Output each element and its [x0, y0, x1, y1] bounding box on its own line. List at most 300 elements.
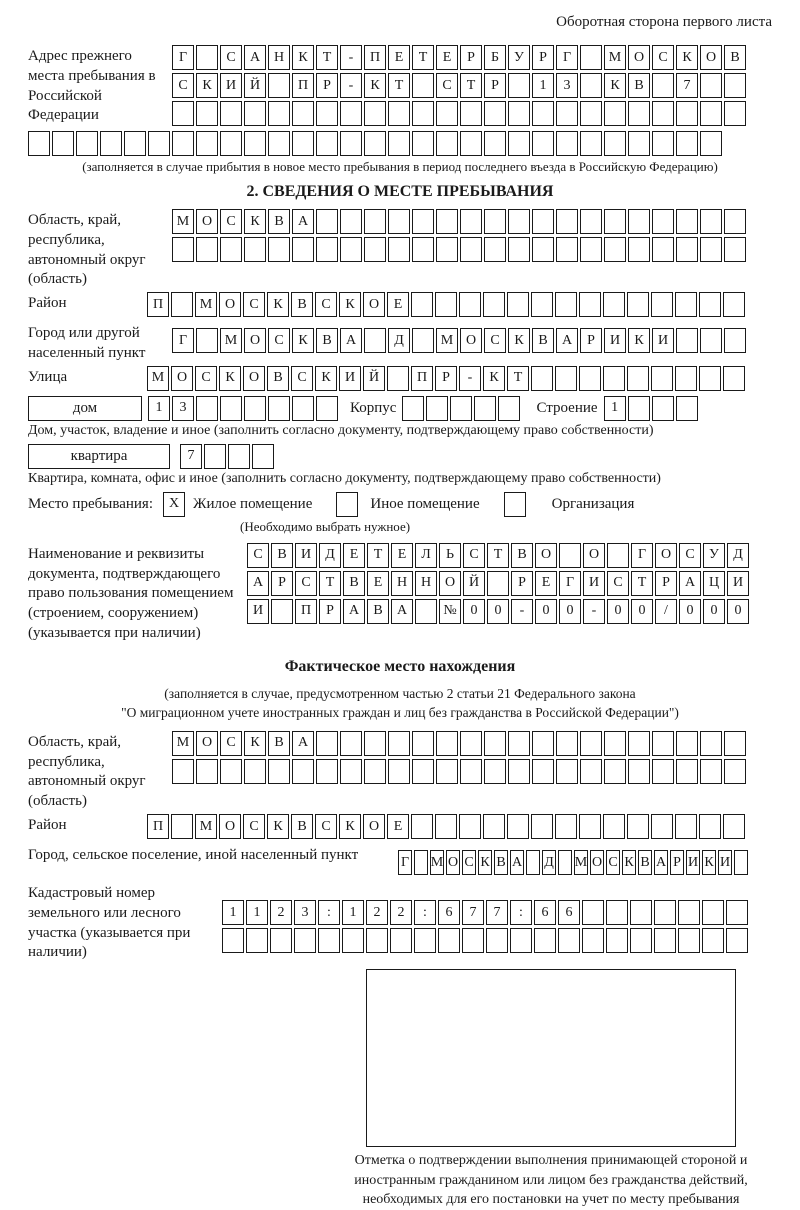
char-cell[interactable]	[244, 759, 266, 784]
char-cell[interactable]	[292, 101, 314, 126]
char-cell[interactable]: Р	[319, 599, 341, 624]
char-cell[interactable]	[412, 131, 434, 156]
char-cell[interactable]	[654, 928, 676, 953]
char-cell[interactable]: 2	[366, 900, 388, 925]
checkbox-other-premises[interactable]	[336, 492, 358, 517]
char-cell[interactable]: О	[655, 543, 677, 568]
char-cell[interactable]	[678, 928, 700, 953]
char-cell[interactable]: К	[339, 814, 361, 839]
char-cell[interactable]: Р	[316, 73, 338, 98]
char-cell[interactable]	[726, 900, 748, 925]
char-cell[interactable]: Ц	[703, 571, 725, 596]
char-cell[interactable]	[436, 101, 458, 126]
char-cell[interactable]	[244, 131, 266, 156]
char-cell[interactable]: К	[267, 292, 289, 317]
char-cell[interactable]	[364, 328, 386, 353]
char-cell[interactable]	[531, 292, 553, 317]
char-cell[interactable]	[534, 928, 556, 953]
char-cell[interactable]	[652, 396, 674, 421]
char-cell[interactable]	[532, 731, 554, 756]
char-cell[interactable]: О	[196, 731, 218, 756]
char-cell[interactable]	[724, 237, 746, 262]
char-cell[interactable]	[723, 366, 745, 391]
char-cell[interactable]: О	[244, 328, 266, 353]
char-cell[interactable]	[228, 444, 250, 469]
char-cell[interactable]	[340, 209, 362, 234]
char-cell[interactable]	[603, 814, 625, 839]
char-cell[interactable]: С	[172, 73, 194, 98]
char-cell[interactable]: В	[628, 73, 650, 98]
char-cell[interactable]	[508, 101, 530, 126]
char-cell[interactable]: :	[414, 900, 436, 925]
char-cell[interactable]: М	[604, 45, 626, 70]
char-cell[interactable]	[603, 292, 625, 317]
char-cell[interactable]	[340, 101, 362, 126]
char-cell[interactable]	[340, 731, 362, 756]
char-cell[interactable]	[675, 366, 697, 391]
char-cell[interactable]	[699, 814, 721, 839]
char-cell[interactable]	[246, 928, 268, 953]
char-cell[interactable]	[148, 131, 170, 156]
char-cell[interactable]	[28, 131, 50, 156]
char-cell[interactable]	[582, 900, 604, 925]
char-cell[interactable]	[318, 928, 340, 953]
char-cell[interactable]	[435, 814, 457, 839]
char-cell[interactable]: 2	[390, 900, 412, 925]
char-cell[interactable]: А	[654, 850, 668, 875]
char-cell[interactable]	[531, 366, 553, 391]
char-cell[interactable]	[292, 759, 314, 784]
char-cell[interactable]: О	[460, 328, 482, 353]
char-cell[interactable]	[171, 814, 193, 839]
char-cell[interactable]: 1	[222, 900, 244, 925]
char-cell[interactable]: Р	[435, 366, 457, 391]
char-cell[interactable]: М	[147, 366, 169, 391]
char-cell[interactable]: -	[459, 366, 481, 391]
char-cell[interactable]	[630, 900, 652, 925]
char-cell[interactable]	[364, 209, 386, 234]
char-cell[interactable]: С	[679, 543, 701, 568]
char-cell[interactable]	[292, 131, 314, 156]
char-cell[interactable]	[556, 101, 578, 126]
char-cell[interactable]	[124, 131, 146, 156]
char-cell[interactable]	[675, 292, 697, 317]
char-cell[interactable]: У	[703, 543, 725, 568]
char-cell[interactable]: 3	[556, 73, 578, 98]
char-cell[interactable]	[723, 814, 745, 839]
char-cell[interactable]	[532, 237, 554, 262]
char-cell[interactable]: И	[295, 543, 317, 568]
char-cell[interactable]	[676, 731, 698, 756]
char-cell[interactable]	[268, 759, 290, 784]
char-cell[interactable]	[364, 731, 386, 756]
char-cell[interactable]	[628, 101, 650, 126]
char-cell[interactable]: Е	[391, 543, 413, 568]
char-cell[interactable]	[580, 759, 602, 784]
char-cell[interactable]: 0	[727, 599, 749, 624]
char-cell[interactable]: 0	[487, 599, 509, 624]
char-cell[interactable]: 3	[172, 396, 194, 421]
char-cell[interactable]: О	[700, 45, 722, 70]
char-cell[interactable]: О	[446, 850, 460, 875]
char-cell[interactable]: К	[702, 850, 716, 875]
char-cell[interactable]	[627, 366, 649, 391]
char-cell[interactable]: О	[439, 571, 461, 596]
char-cell[interactable]	[628, 209, 650, 234]
char-cell[interactable]	[196, 237, 218, 262]
char-cell[interactable]	[652, 131, 674, 156]
char-cell[interactable]	[450, 396, 472, 421]
char-cell[interactable]	[172, 237, 194, 262]
char-cell[interactable]	[411, 814, 433, 839]
char-cell[interactable]: С	[243, 292, 265, 317]
char-cell[interactable]: С	[268, 328, 290, 353]
char-cell[interactable]	[412, 759, 434, 784]
char-cell[interactable]	[724, 209, 746, 234]
char-cell[interactable]	[558, 850, 572, 875]
char-cell[interactable]	[172, 759, 194, 784]
char-cell[interactable]	[676, 131, 698, 156]
char-cell[interactable]	[196, 759, 218, 784]
char-cell[interactable]: 0	[607, 599, 629, 624]
char-cell[interactable]: У	[508, 45, 530, 70]
char-cell[interactable]: М	[195, 814, 217, 839]
char-cell[interactable]	[460, 209, 482, 234]
char-cell[interactable]: К	[244, 209, 266, 234]
char-cell[interactable]	[627, 814, 649, 839]
char-cell[interactable]: Г	[559, 571, 581, 596]
char-cell[interactable]: Т	[388, 73, 410, 98]
char-cell[interactable]: О	[583, 543, 605, 568]
char-cell[interactable]: /	[655, 599, 677, 624]
char-cell[interactable]: К	[292, 328, 314, 353]
char-cell[interactable]	[436, 237, 458, 262]
char-cell[interactable]	[292, 237, 314, 262]
char-cell[interactable]: №	[439, 599, 461, 624]
char-cell[interactable]: К	[219, 366, 241, 391]
char-cell[interactable]	[486, 928, 508, 953]
char-cell[interactable]: Н	[268, 45, 290, 70]
char-cell[interactable]	[340, 759, 362, 784]
char-cell[interactable]	[460, 759, 482, 784]
char-cell[interactable]	[559, 543, 581, 568]
char-cell[interactable]: К	[267, 814, 289, 839]
char-cell[interactable]	[555, 366, 577, 391]
char-cell[interactable]: О	[196, 209, 218, 234]
char-cell[interactable]	[526, 850, 540, 875]
char-cell[interactable]	[508, 731, 530, 756]
char-cell[interactable]: И	[247, 599, 269, 624]
char-cell[interactable]: 0	[535, 599, 557, 624]
char-cell[interactable]: А	[292, 209, 314, 234]
char-cell[interactable]	[426, 396, 448, 421]
char-cell[interactable]	[651, 814, 673, 839]
char-cell[interactable]	[654, 900, 676, 925]
char-cell[interactable]	[723, 292, 745, 317]
char-cell[interactable]: С	[315, 292, 337, 317]
char-cell[interactable]	[700, 73, 722, 98]
char-cell[interactable]	[531, 814, 553, 839]
char-cell[interactable]: П	[292, 73, 314, 98]
char-cell[interactable]	[604, 237, 626, 262]
char-cell[interactable]	[724, 328, 746, 353]
char-cell[interactable]	[652, 731, 674, 756]
char-cell[interactable]: Н	[415, 571, 437, 596]
char-cell[interactable]	[196, 328, 218, 353]
char-cell[interactable]	[675, 814, 697, 839]
char-cell[interactable]	[556, 131, 578, 156]
char-cell[interactable]: 7	[676, 73, 698, 98]
char-cell[interactable]: 3	[294, 900, 316, 925]
char-cell[interactable]	[436, 759, 458, 784]
char-cell[interactable]	[580, 73, 602, 98]
char-cell[interactable]: К	[508, 328, 530, 353]
char-cell[interactable]: В	[268, 731, 290, 756]
char-cell[interactable]: О	[171, 366, 193, 391]
char-cell[interactable]: 0	[631, 599, 653, 624]
char-cell[interactable]: С	[315, 814, 337, 839]
char-cell[interactable]: 1	[148, 396, 170, 421]
char-cell[interactable]	[414, 928, 436, 953]
char-cell[interactable]	[508, 209, 530, 234]
char-cell[interactable]: В	[532, 328, 554, 353]
char-cell[interactable]	[628, 237, 650, 262]
char-cell[interactable]	[603, 366, 625, 391]
char-cell[interactable]: Б	[484, 45, 506, 70]
char-cell[interactable]	[652, 759, 674, 784]
char-cell[interactable]	[726, 928, 748, 953]
char-cell[interactable]	[316, 101, 338, 126]
char-cell[interactable]: И	[583, 571, 605, 596]
char-cell[interactable]	[316, 396, 338, 421]
char-cell[interactable]	[700, 101, 722, 126]
char-cell[interactable]: Ь	[439, 543, 461, 568]
char-cell[interactable]: В	[367, 599, 389, 624]
char-cell[interactable]: Р	[271, 571, 293, 596]
char-cell[interactable]	[364, 101, 386, 126]
char-cell[interactable]	[532, 101, 554, 126]
char-cell[interactable]	[411, 292, 433, 317]
char-cell[interactable]	[630, 928, 652, 953]
char-cell[interactable]	[580, 101, 602, 126]
char-cell[interactable]	[412, 209, 434, 234]
char-cell[interactable]	[436, 209, 458, 234]
char-cell[interactable]: О	[363, 814, 385, 839]
char-cell[interactable]: Е	[387, 814, 409, 839]
char-cell[interactable]	[366, 928, 388, 953]
char-cell[interactable]: М	[172, 209, 194, 234]
char-cell[interactable]	[734, 850, 748, 875]
char-cell[interactable]	[412, 731, 434, 756]
char-cell[interactable]	[532, 209, 554, 234]
char-cell[interactable]: А	[556, 328, 578, 353]
char-cell[interactable]	[604, 209, 626, 234]
char-cell[interactable]: К	[364, 73, 386, 98]
char-cell[interactable]	[627, 292, 649, 317]
char-cell[interactable]: В	[343, 571, 365, 596]
char-cell[interactable]	[508, 131, 530, 156]
char-cell[interactable]: Й	[363, 366, 385, 391]
house-type-cell[interactable]: дом	[28, 396, 142, 421]
char-cell[interactable]	[460, 731, 482, 756]
char-cell[interactable]: П	[364, 45, 386, 70]
char-cell[interactable]: В	[291, 292, 313, 317]
char-cell[interactable]	[507, 292, 529, 317]
char-cell[interactable]	[172, 101, 194, 126]
char-cell[interactable]: П	[147, 814, 169, 839]
char-cell[interactable]	[364, 237, 386, 262]
char-cell[interactable]	[340, 131, 362, 156]
char-cell[interactable]	[412, 101, 434, 126]
char-cell[interactable]	[460, 101, 482, 126]
char-cell[interactable]: А	[340, 328, 362, 353]
char-cell[interactable]	[628, 731, 650, 756]
char-cell[interactable]	[676, 101, 698, 126]
char-cell[interactable]: Г	[172, 328, 194, 353]
char-cell[interactable]	[580, 209, 602, 234]
char-cell[interactable]: 6	[534, 900, 556, 925]
char-cell[interactable]: П	[411, 366, 433, 391]
char-cell[interactable]	[460, 237, 482, 262]
char-cell[interactable]	[699, 366, 721, 391]
char-cell[interactable]: Е	[436, 45, 458, 70]
char-cell[interactable]	[204, 444, 226, 469]
char-cell[interactable]	[220, 101, 242, 126]
char-cell[interactable]	[607, 543, 629, 568]
char-cell[interactable]	[678, 900, 700, 925]
char-cell[interactable]	[484, 131, 506, 156]
char-cell[interactable]: 0	[463, 599, 485, 624]
char-cell[interactable]: И	[686, 850, 700, 875]
char-cell[interactable]	[436, 131, 458, 156]
char-cell[interactable]: Д	[319, 543, 341, 568]
char-cell[interactable]: -	[511, 599, 533, 624]
char-cell[interactable]	[294, 928, 316, 953]
char-cell[interactable]: П	[147, 292, 169, 317]
char-cell[interactable]	[220, 759, 242, 784]
char-cell[interactable]	[415, 599, 437, 624]
char-cell[interactable]: К	[604, 73, 626, 98]
char-cell[interactable]: Р	[460, 45, 482, 70]
char-cell[interactable]: 0	[703, 599, 725, 624]
char-cell[interactable]	[700, 131, 722, 156]
char-cell[interactable]: В	[724, 45, 746, 70]
char-cell[interactable]	[268, 131, 290, 156]
char-cell[interactable]: К	[483, 366, 505, 391]
char-cell[interactable]: Р	[484, 73, 506, 98]
char-cell[interactable]	[556, 759, 578, 784]
char-cell[interactable]	[196, 131, 218, 156]
char-cell[interactable]: О	[363, 292, 385, 317]
char-cell[interactable]: -	[340, 73, 362, 98]
char-cell[interactable]	[724, 731, 746, 756]
char-cell[interactable]: Т	[507, 366, 529, 391]
char-cell[interactable]: Т	[460, 73, 482, 98]
char-cell[interactable]	[220, 396, 242, 421]
char-cell[interactable]	[606, 928, 628, 953]
char-cell[interactable]	[388, 731, 410, 756]
char-cell[interactable]: К	[676, 45, 698, 70]
char-cell[interactable]: Т	[367, 543, 389, 568]
char-cell[interactable]: С	[484, 328, 506, 353]
char-cell[interactable]: Г	[556, 45, 578, 70]
char-cell[interactable]	[580, 45, 602, 70]
char-cell[interactable]: С	[462, 850, 476, 875]
char-cell[interactable]: А	[679, 571, 701, 596]
char-cell[interactable]	[459, 292, 481, 317]
char-cell[interactable]: В	[494, 850, 508, 875]
char-cell[interactable]	[220, 131, 242, 156]
char-cell[interactable]: К	[292, 45, 314, 70]
char-cell[interactable]	[628, 759, 650, 784]
char-cell[interactable]	[171, 292, 193, 317]
char-cell[interactable]	[52, 131, 74, 156]
char-cell[interactable]	[580, 237, 602, 262]
char-cell[interactable]	[268, 237, 290, 262]
char-cell[interactable]	[316, 237, 338, 262]
char-cell[interactable]: М	[220, 328, 242, 353]
char-cell[interactable]	[244, 396, 266, 421]
char-cell[interactable]: С	[247, 543, 269, 568]
char-cell[interactable]	[459, 814, 481, 839]
char-cell[interactable]	[342, 928, 364, 953]
char-cell[interactable]	[724, 73, 746, 98]
char-cell[interactable]: 7	[462, 900, 484, 925]
char-cell[interactable]: В	[267, 366, 289, 391]
char-cell[interactable]	[556, 731, 578, 756]
char-cell[interactable]	[364, 131, 386, 156]
char-cell[interactable]: Е	[387, 292, 409, 317]
checkbox-residential[interactable]: X	[163, 492, 185, 517]
char-cell[interactable]: П	[295, 599, 317, 624]
char-cell[interactable]	[555, 292, 577, 317]
char-cell[interactable]	[412, 237, 434, 262]
char-cell[interactable]	[510, 928, 532, 953]
char-cell[interactable]: Д	[542, 850, 556, 875]
char-cell[interactable]: -	[340, 45, 362, 70]
char-cell[interactable]	[387, 366, 409, 391]
char-cell[interactable]	[412, 328, 434, 353]
char-cell[interactable]	[268, 101, 290, 126]
char-cell[interactable]	[484, 209, 506, 234]
char-cell[interactable]: 7	[486, 900, 508, 925]
char-cell[interactable]	[652, 209, 674, 234]
char-cell[interactable]	[652, 73, 674, 98]
char-cell[interactable]: Л	[415, 543, 437, 568]
char-cell[interactable]	[76, 131, 98, 156]
char-cell[interactable]	[628, 131, 650, 156]
char-cell[interactable]	[220, 237, 242, 262]
char-cell[interactable]	[556, 237, 578, 262]
char-cell[interactable]: И	[718, 850, 732, 875]
char-cell[interactable]	[580, 731, 602, 756]
char-cell[interactable]	[652, 237, 674, 262]
char-cell[interactable]	[676, 759, 698, 784]
char-cell[interactable]: С	[220, 731, 242, 756]
char-cell[interactable]: Р	[511, 571, 533, 596]
char-cell[interactable]	[340, 237, 362, 262]
char-cell[interactable]: О	[243, 366, 265, 391]
char-cell[interactable]	[532, 759, 554, 784]
char-cell[interactable]	[196, 45, 218, 70]
char-cell[interactable]: Т	[316, 45, 338, 70]
char-cell[interactable]: А	[391, 599, 413, 624]
char-cell[interactable]: С	[295, 571, 317, 596]
char-cell[interactable]: Г	[172, 45, 194, 70]
char-cell[interactable]: 1	[246, 900, 268, 925]
char-cell[interactable]: Й	[244, 73, 266, 98]
char-cell[interactable]: И	[727, 571, 749, 596]
